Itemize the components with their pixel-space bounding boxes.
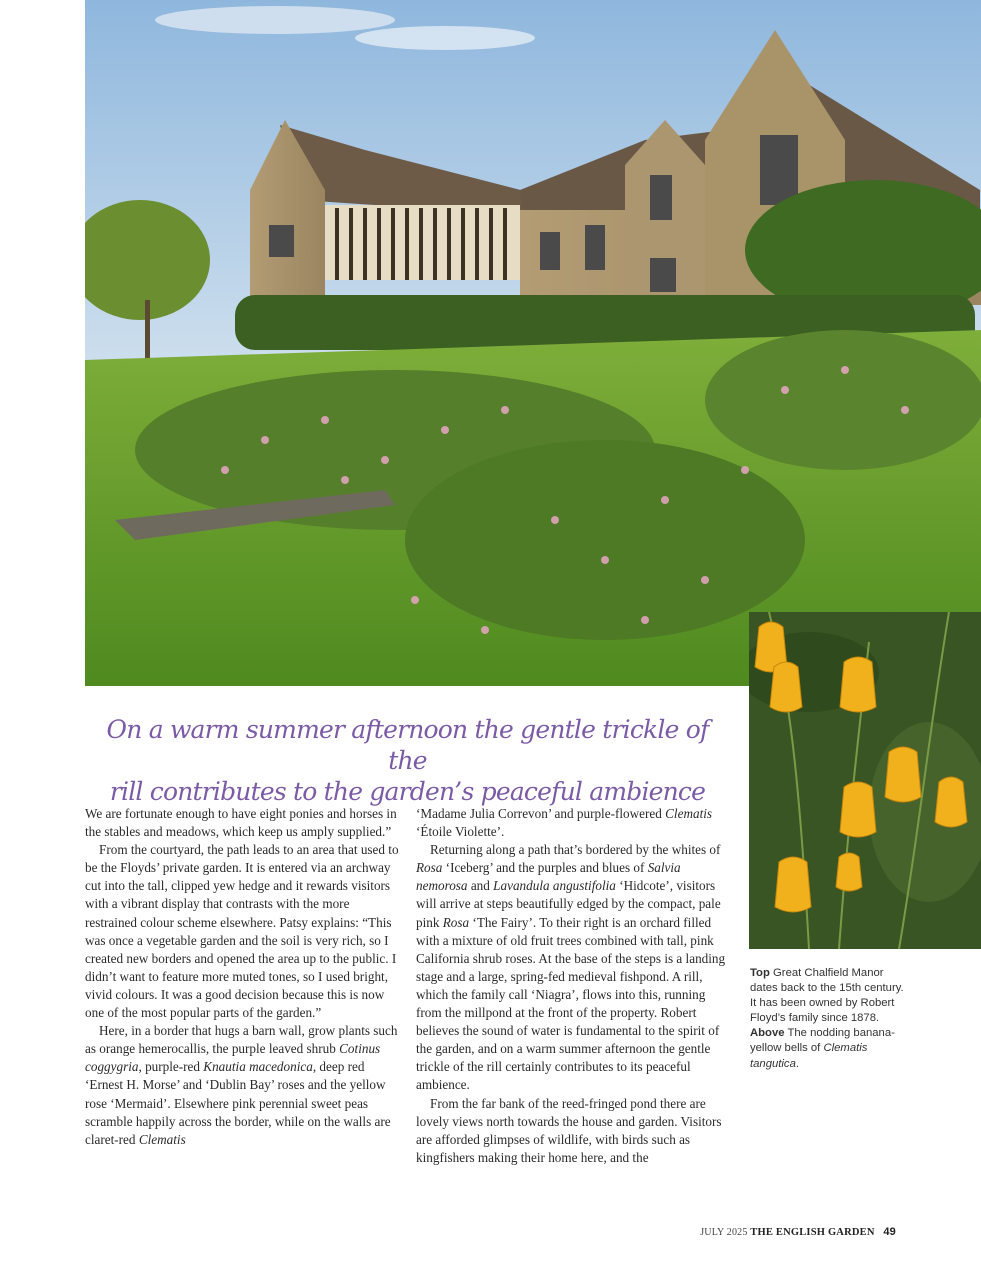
paragraph: ‘Madame Julia Correvon’ and purple-flowered Clematis ‘Étoile Violette’.	[416, 806, 713, 840]
paragraph: From the courtyard, the path leads to an area that used to be the Floyds’ private garden. It is entered via an archway cut into the tall, clipped yew hedge and it rewards visitors with a vibrant display that contrasts with the more restrained colour scheme elsewhere. Patsy explains: “This was once a vegetable garden and the soil is very rich, so I created new borders and opened the area up to the public. I didn’t want to feature more muted tones, so I used bright, vivid colours. It was a good decision because this is now one of the most popular parts of the garden.”	[85, 842, 399, 1021]
main-photo	[85, 0, 981, 686]
article-column-2	[416, 805, 732, 1167]
page-footer	[660, 1226, 896, 1238]
paragraph: From the far bank of the reed-fringed pond there are lovely views north towards the house and garden. Visitors are afforded glimpses of wildlife, with birds such as kingfishers making their home here, and the	[416, 1095, 722, 1165]
pull-quote-line-2: rill contributes to the garden’s peaceful ambience	[109, 777, 706, 806]
pull-quote-line-1: On a warm summer afternoon the gentle trickle of the	[106, 715, 709, 775]
caption-top: Top Great Chalfield Manor dates back to the 15th century. It has been owned by Robert Floyd’s family since 1878.	[750, 967, 904, 1025]
paragraph: We are fortunate enough to have eight ponies and horses in the stables and meadows, which keep us amply supplied.”	[85, 806, 397, 840]
page-number: 49	[883, 1226, 896, 1238]
paragraph: Returning along a path that’s bordered by the whites of Rosa ‘Iceberg’ and the purples and blues of Salvia nemorosa and Lavandula angustifolia ‘Hidcote’, visitors will arrive at steps beautifully edged by the compact, pale pink Rosa ‘The Fairy’. To their right is an orchard filled with a mixture of old fruit trees combined with tall, pink California shrub roses. At the base of the steps is a landing stage and a large, spring-fed medieval fishpond. A rill, which the family call ‘Niagra’, flows into this, running from the millpond at the front of the property. Robert believes the sound of water is fundamental to the spirit of the garden, and on a warm summer afternoon the gentle trickle of the rill certainly contributes to its peaceful ambience.	[416, 842, 726, 1093]
photo-caption	[750, 966, 906, 1072]
magazine-title: THE ENGLISH GARDEN	[750, 1227, 875, 1238]
caption-above: Above The nodding banana-yellow bells of Clematis tangutica.	[750, 1027, 895, 1070]
pull-quote	[85, 714, 730, 807]
inset-photo	[749, 612, 981, 949]
paragraph: Here, in a border that hugs a barn wall, grow plants such as orange hemerocallis, the purple leaved shrub Cotinus coggygria, purple-red Knautia macedonica, deep red ‘Ernest H. Morse’ and ‘Dublin Bay’ roses and the yellow rose ‘Mermaid’. Elsewhere pink perennial sweet peas scramble happily across the border, while on the walls are claret-red Clematis	[85, 1023, 398, 1147]
issue-date: JULY 2025	[700, 1227, 748, 1238]
article-column-1	[85, 805, 401, 1149]
